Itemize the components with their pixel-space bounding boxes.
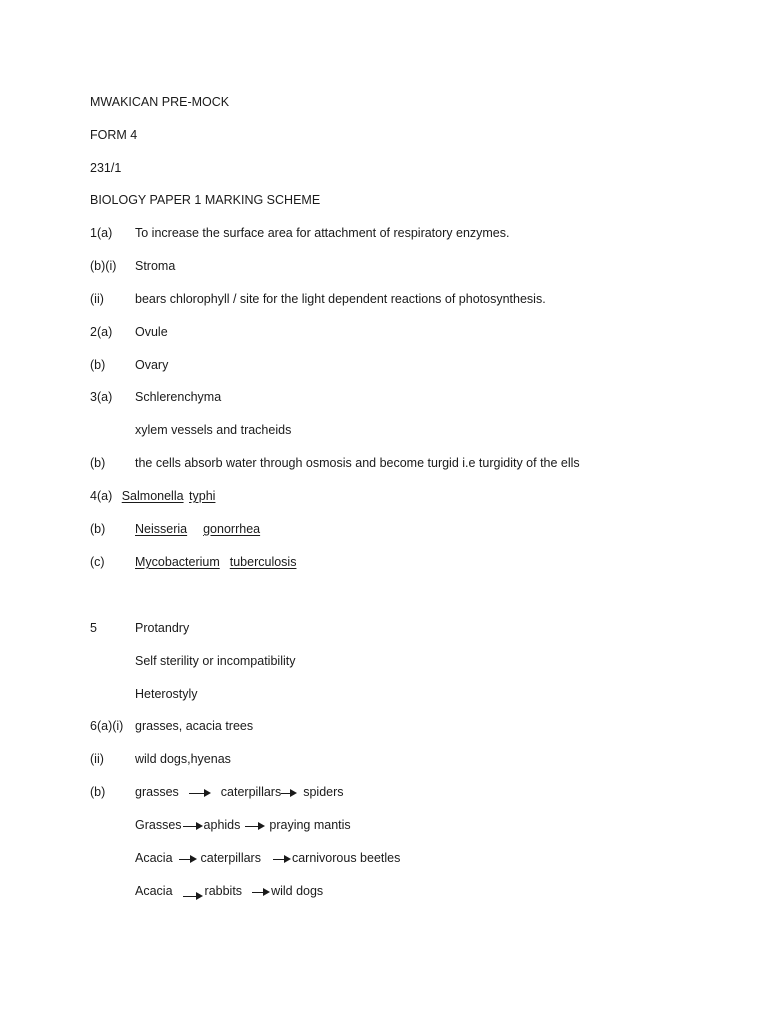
question-number: 5 — [90, 621, 97, 635]
school-name: MWAKICAN PRE-MOCK — [90, 95, 230, 109]
arrow-icon — [245, 821, 265, 831]
arrow-icon — [281, 788, 297, 798]
arrow-icon — [252, 887, 270, 897]
arrow-icon — [183, 821, 203, 831]
organism: caterpillars — [200, 851, 261, 865]
organism: wild dogs — [271, 884, 324, 898]
answer-text: bears chlorophyll / site for the light dependent reactions of photosynthesis. — [135, 292, 546, 306]
question-number: (b) — [90, 522, 106, 536]
document-title: BIOLOGY PAPER 1 MARKING SCHEME — [90, 193, 321, 207]
answer-text: the cells absorb water through osmosis and become turgid i.e turgidity of the ells — [135, 456, 580, 470]
arrow-icon — [183, 891, 203, 901]
organism: carnivorous beetles — [291, 851, 401, 865]
question-number: (ii) — [90, 292, 104, 306]
arrow-icon — [273, 854, 291, 864]
species-name: tuberculosis — [229, 555, 297, 569]
question-number: (c) — [90, 555, 105, 569]
answer-text: Ovary — [135, 358, 169, 372]
answer-text: Heterostyly — [135, 687, 198, 701]
organism: caterpillars — [220, 785, 282, 799]
question-number: (b) — [90, 456, 106, 470]
answer-line-4a — [90, 488, 215, 504]
arrow-icon — [189, 788, 211, 798]
answer-text: Ovule — [135, 325, 168, 339]
answer-line-6ai — [90, 718, 123, 734]
answer-line-4c — [135, 554, 296, 570]
organism: Acacia — [135, 884, 173, 898]
question-number: 1(a) — [90, 226, 113, 240]
organism: grasses — [135, 785, 179, 799]
question-number: (b) — [90, 358, 106, 372]
answer-text: grasses, acacia trees — [135, 719, 254, 733]
answer-text: To increase the surface area for attachment of respiratory enzymes. — [135, 226, 510, 240]
food-chain — [135, 883, 323, 899]
answer-text: Protandry — [135, 621, 190, 635]
organism: Grasses — [135, 818, 182, 832]
genus-name: Salmonella — [121, 489, 184, 503]
question-number: 4(a) — [90, 489, 113, 503]
answer-line-4b — [135, 521, 260, 537]
organism: spiders — [303, 785, 344, 799]
organism: praying mantis — [269, 818, 351, 832]
question-number: (b)(i) — [90, 259, 117, 273]
question-number: (ii) — [90, 752, 104, 766]
form-label: FORM 4 — [90, 128, 138, 142]
species-name: gonorrhea — [203, 522, 261, 536]
question-number: (b) — [90, 785, 106, 799]
genus-name: Neisseria — [135, 522, 188, 536]
organism: rabbits — [204, 884, 243, 898]
question-number: 6(a)(i) — [90, 719, 124, 733]
food-chain — [135, 850, 400, 866]
organism: Acacia — [135, 851, 173, 865]
paper-code: 231/1 — [90, 161, 122, 175]
genus-name: Mycobacterium — [135, 555, 220, 569]
food-chain — [135, 784, 344, 800]
arrow-icon — [179, 854, 197, 864]
answer-text: xylem vessels and tracheids — [135, 423, 292, 437]
answer-text: Self sterility or incompatibility — [135, 654, 296, 668]
question-number: 2(a) — [90, 325, 113, 339]
question-number: 3(a) — [90, 390, 113, 404]
species-name: typhi — [189, 489, 216, 503]
organism: aphids — [203, 818, 241, 832]
answer-text: Schlerenchyma — [135, 390, 222, 404]
food-chain — [135, 817, 351, 833]
answer-text: wild dogs,hyenas — [135, 752, 231, 766]
answer-text: Stroma — [135, 259, 176, 273]
